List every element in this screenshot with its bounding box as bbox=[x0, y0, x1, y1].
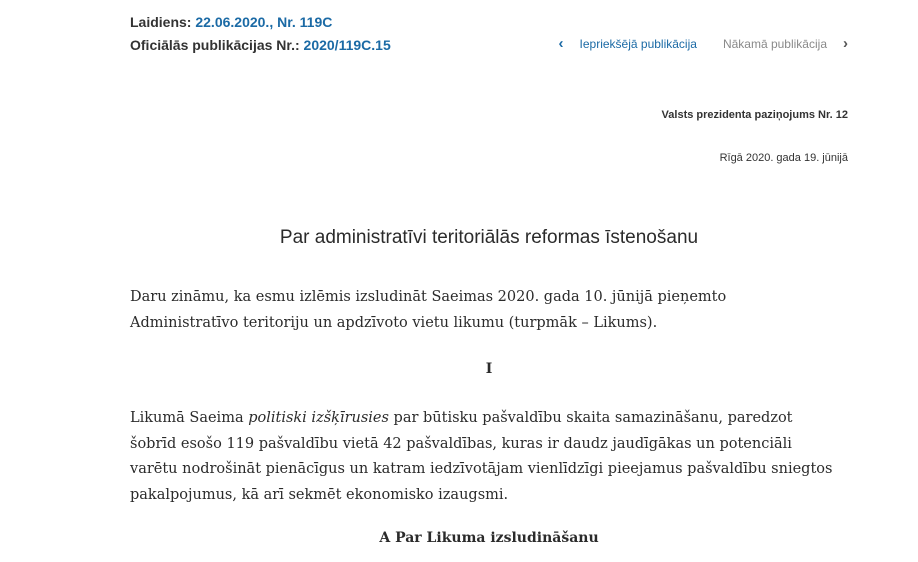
previous-publication-label: Iepriekšējā publikācija bbox=[579, 37, 697, 51]
paragraph-intro: Daru zināmu, ka esmu izlēmis izsludināt Saeimas 2020. gada 10. jūnijā pieņemto Administratīvo teritoriju un apdzīvoto vietu likumu (turpmāk – Likums). bbox=[130, 289, 727, 331]
section-heading-2: A Par Likuma izsludināšanu bbox=[379, 530, 599, 546]
notice-number: Valsts prezidenta paziņojums Nr. 12 bbox=[661, 109, 848, 121]
next-publication-label: Nākamā publikācija bbox=[722, 37, 827, 51]
place-date: Rīgā 2020. gada 19. jūnijā bbox=[719, 152, 848, 164]
publication-meta bbox=[130, 11, 391, 57]
publication-number-label: Oficiālās publikācijas Nr.: bbox=[130, 37, 300, 53]
issue-link[interactable]: 22.06.2020., Nr. 119C bbox=[195, 14, 333, 30]
issue-line bbox=[130, 11, 391, 34]
publication-number-link[interactable]: 2020/119C.15 bbox=[303, 37, 391, 53]
paragraph-body bbox=[130, 406, 835, 508]
section-heading-1: I bbox=[485, 361, 493, 377]
next-publication-link[interactable] bbox=[723, 37, 848, 51]
document-title: Par administratīvi teritoriālās reformas īstenošanu bbox=[279, 227, 699, 248]
previous-publication-link[interactable] bbox=[559, 37, 697, 51]
chevron-right-icon: › bbox=[843, 35, 848, 52]
issue-label: Laidiens: bbox=[130, 14, 192, 30]
paragraph-body-start: Likumā Saeima bbox=[130, 410, 249, 426]
paragraph-body-rest: par būtisku pašvaldību skaita samazināšanu, paredzot šobrīd esošo 119 pašvaldību vietā 42 pašvaldības, kuras ir daudz jaudīgākas un potenciāli varētu nodrošināt pienācīgus un katram iedzīvotājam vienlīdzīgi pieejamus pašvaldību sniegtos pakalpojumus, kā arī sekmēt ekonomisko izaugsmi. bbox=[130, 410, 833, 503]
paragraph-body-italic: politiski izšķīrusies bbox=[248, 410, 389, 426]
publication-number-line bbox=[130, 34, 391, 57]
publication-navigation bbox=[559, 37, 848, 51]
chevron-left-icon: ‹ bbox=[558, 35, 564, 52]
